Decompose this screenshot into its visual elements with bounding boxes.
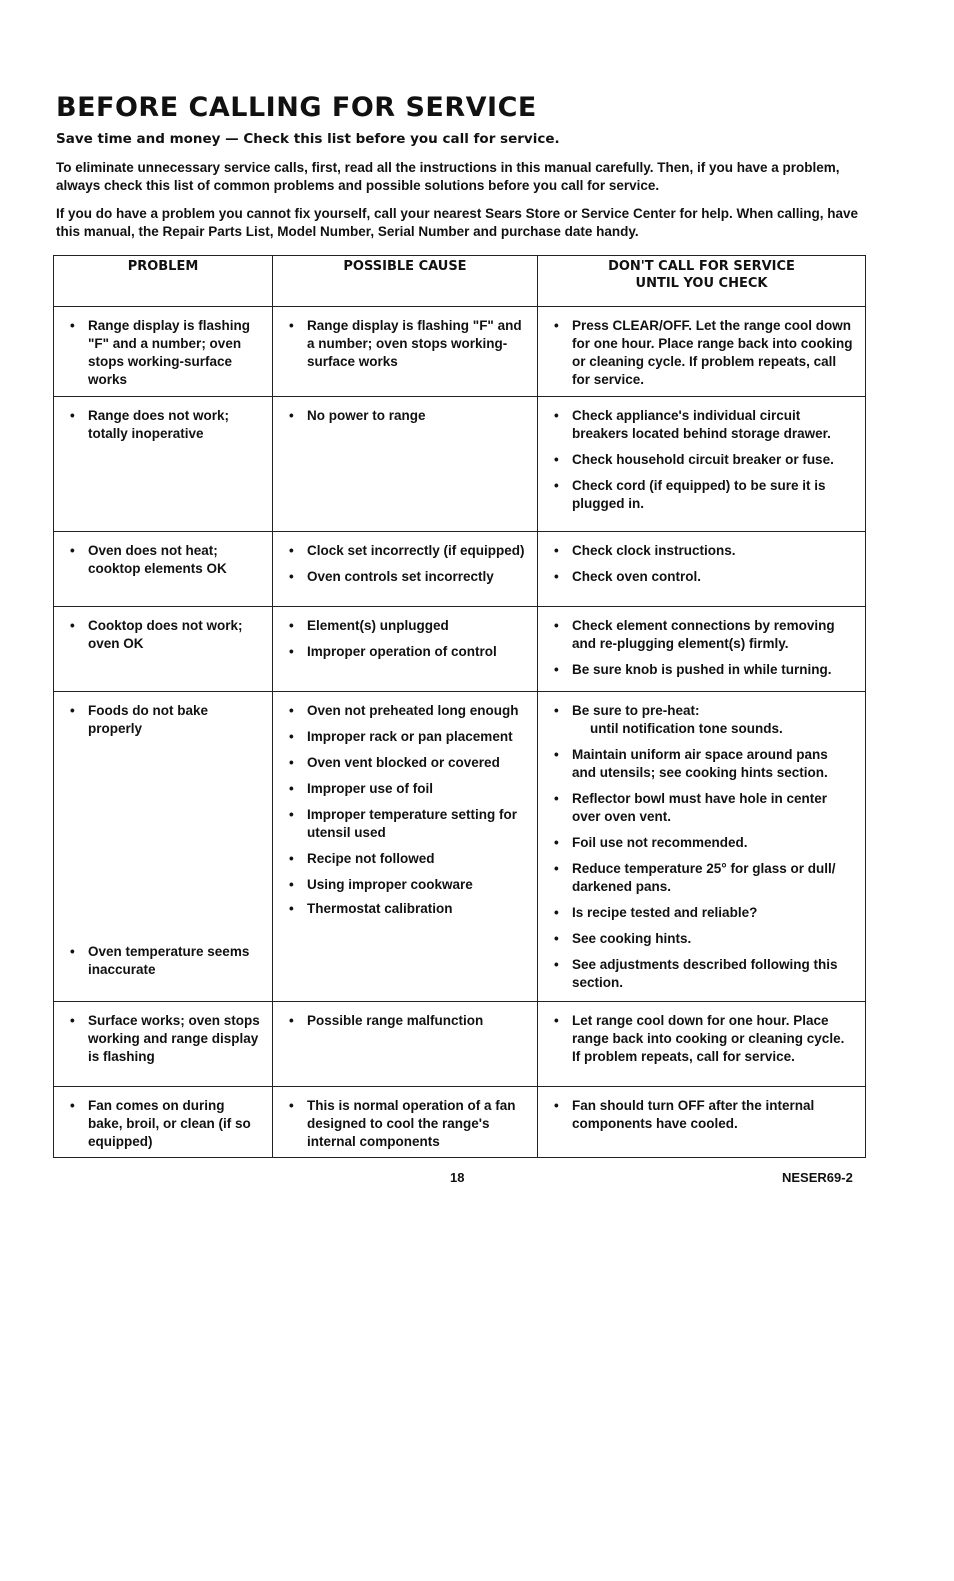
bullet-icon: • (554, 703, 559, 718)
problem-cell (54, 1002, 273, 1087)
cause-item (285, 754, 527, 772)
bullet-icon: • (554, 662, 559, 677)
check-cell (538, 1087, 866, 1158)
cause-cell (273, 532, 538, 607)
check-cell (538, 1002, 866, 1087)
cause-cell (273, 1002, 538, 1087)
bullet-icon: • (70, 1013, 75, 1028)
bullet-icon: • (289, 755, 294, 770)
item-text: Oven not preheated long enough (307, 703, 519, 718)
check-item (550, 834, 855, 852)
bullet-icon: • (554, 861, 559, 876)
bullet-icon: • (289, 703, 294, 718)
problem-item (66, 317, 262, 389)
check-item (550, 746, 855, 782)
cause-item (285, 617, 527, 635)
item-text: Reduce temperature 25° for glass or dull/ darkened pans. (572, 861, 836, 894)
check-item (550, 790, 855, 826)
bullet-icon: • (554, 543, 559, 558)
bullet-icon: • (289, 901, 294, 916)
bullet-icon: • (289, 781, 294, 796)
check-item (550, 568, 855, 586)
item-text: Be sure to pre-heat: until notification tone sounds. (572, 703, 783, 736)
bullet-icon: • (289, 543, 294, 558)
problem-cell (54, 692, 273, 1002)
bullet-icon: • (554, 747, 559, 762)
check-item (550, 1012, 855, 1066)
cause-item (285, 1012, 527, 1030)
problem-cell (54, 607, 273, 692)
column-header-check-label: DON'T CALL FOR SERVICE UNTIL YOU CHECK (608, 259, 795, 291)
bullet-icon: • (289, 569, 294, 584)
problem-item (66, 617, 262, 653)
check-cell (538, 532, 866, 607)
column-header-cause: POSSIBLE CAUSE (273, 256, 538, 307)
bullet-icon: • (554, 318, 559, 333)
bullet-icon: • (554, 1013, 559, 1028)
check-cell (538, 397, 866, 532)
item-text: Check clock instructions. (572, 543, 736, 558)
cause-item (285, 407, 527, 425)
check-item (550, 702, 855, 738)
bullet-icon: • (554, 931, 559, 946)
bullet-icon: • (554, 791, 559, 806)
table-row (54, 397, 866, 532)
bullet-icon: • (554, 957, 559, 972)
check-cell (538, 692, 866, 1002)
item-text: Using improper cookware (307, 877, 473, 892)
cause-cell (273, 397, 538, 532)
bullet-icon: • (70, 944, 75, 959)
item-text: Check oven control. (572, 569, 702, 584)
cause-item (285, 780, 527, 798)
item-text: Fan should turn OFF after the internal components have cooled. (572, 1098, 815, 1131)
table-row (54, 532, 866, 607)
check-item (550, 956, 855, 992)
item-text: Range display is flashing "F" and a number; oven stops working-surface works (307, 318, 522, 369)
bullet-icon: • (289, 807, 294, 822)
bullet-icon: • (289, 644, 294, 659)
cause-item (285, 542, 527, 560)
item-text: Possible range malfunction (307, 1013, 484, 1028)
check-item (550, 317, 855, 389)
item-text: Improper operation of control (307, 644, 497, 659)
bullet-icon: • (289, 408, 294, 423)
item-text: Check household circuit breaker or fuse. (572, 452, 834, 467)
bullet-icon: • (554, 478, 559, 493)
table-row (54, 607, 866, 692)
item-text: Clock set incorrectly (if equipped) (307, 543, 525, 558)
item-text: No power to range (307, 408, 426, 423)
cause-item (285, 806, 527, 842)
bullet-icon: • (289, 877, 294, 892)
bullet-icon: • (70, 618, 75, 633)
column-header-check (538, 256, 866, 307)
table-row (54, 1002, 866, 1087)
check-item (550, 451, 855, 469)
item-text: Fan comes on during bake, broil, or clean (if so equipped) (88, 1098, 251, 1149)
problem-cell (54, 397, 273, 532)
cause-item (285, 1097, 527, 1151)
table-row (54, 692, 866, 1002)
check-cell (538, 607, 866, 692)
item-text: See cooking hints. (572, 931, 692, 946)
item-text: This is normal operation of a fan designed to cool the range's internal components (307, 1098, 516, 1149)
cause-cell (273, 1087, 538, 1158)
item-text: Recipe not followed (307, 851, 435, 866)
item-text: Surface works; oven stops working and range display is flashing (88, 1013, 260, 1064)
check-item (550, 477, 855, 513)
cause-cell (273, 607, 538, 692)
cause-item (285, 728, 527, 746)
problem-item (66, 1097, 262, 1151)
cause-item (285, 643, 527, 661)
item-text: Check element connections by removing and re-plugging element(s) firmly. (572, 618, 835, 651)
check-item (550, 407, 855, 443)
bullet-icon: • (554, 569, 559, 584)
item-text: Check appliance's individual circuit breakers located behind storage drawer. (572, 408, 831, 441)
table-header-row (54, 256, 866, 307)
check-item (550, 661, 855, 679)
item-text: Range does not work; totally inoperative (88, 408, 230, 441)
problem-item (66, 407, 262, 443)
intro-paragraph: To eliminate unnecessary service calls, first, read all the instructions in this manual carefully. Then, if you have a problem, always check this list of common problems and possible solutions before you call for service. (56, 160, 840, 193)
item-text: Range display is flashing "F" and a number; oven stops working-surface works (88, 318, 251, 387)
check-item (550, 617, 855, 653)
cause-item (285, 702, 527, 720)
item-text: Oven temperature seems inaccurate (88, 944, 250, 977)
problem-cell (54, 1087, 273, 1158)
page-number: 18 (450, 1170, 465, 1185)
subtitle: Save time and money — Check this list before you call for service. (56, 131, 560, 147)
cause-item (285, 850, 527, 868)
table-row (54, 307, 866, 397)
item-text: See adjustments described following this section. (572, 957, 838, 990)
item-text: Thermostat calibration (307, 901, 453, 916)
item-text: Press CLEAR/OFF. Let the range cool down for one hour. Place range back into cooking or cleaning cycle. If problem repeats, call for service. (572, 318, 853, 387)
cause-cell (273, 307, 538, 397)
cause-item (285, 876, 527, 894)
bullet-icon: • (70, 543, 75, 558)
bullet-icon: • (554, 835, 559, 850)
problem-cell (54, 307, 273, 397)
table-body (54, 307, 866, 1158)
page-title: BEFORE CALLING FOR SERVICE (56, 92, 537, 123)
item-text: Oven controls set incorrectly (307, 569, 494, 584)
item-text: Foods do not bake properly (88, 703, 208, 736)
intro-paragraph: If you do have a problem you cannot fix yourself, call your nearest Sears Store or Service Center for help. When calling, have this manual, the Repair Parts List, Model Number, Serial Number and purchase date handy. (56, 206, 858, 239)
item-text: Is recipe tested and reliable? (572, 905, 758, 920)
item-text: Reflector bowl must have hole in center over oven vent. (572, 791, 828, 824)
bullet-icon: • (289, 729, 294, 744)
bullet-icon: • (554, 1098, 559, 1113)
bullet-icon: • (289, 851, 294, 866)
item-text: Element(s) unplugged (307, 618, 449, 633)
table-row (54, 1087, 866, 1158)
cause-cell (273, 692, 538, 1002)
check-item (550, 904, 855, 922)
column-header-problem: PROBLEM (54, 256, 273, 307)
check-item (550, 1097, 855, 1133)
item-text: Maintain uniform air space around pans and utensils; see cooking hints section. (572, 747, 828, 780)
bullet-icon: • (289, 1098, 294, 1113)
problem-cell (54, 532, 273, 607)
check-cell (538, 307, 866, 397)
bullet-icon: • (289, 1013, 294, 1028)
item-text: Improper temperature setting for utensil used (307, 807, 518, 840)
bullet-icon: • (554, 452, 559, 467)
item-text: Improper rack or pan placement (307, 729, 513, 744)
item-text: Cooktop does not work; oven OK (88, 618, 243, 651)
problem-item (66, 943, 262, 979)
bullet-icon: • (289, 618, 294, 633)
check-item (550, 860, 855, 896)
item-text: Improper use of foil (307, 781, 434, 796)
item-text: Be sure knob is pushed in while turning. (572, 662, 832, 677)
bullet-icon: • (289, 318, 294, 333)
cause-item (285, 900, 527, 918)
bullet-icon: • (70, 703, 75, 718)
check-item (550, 930, 855, 948)
bullet-icon: • (554, 408, 559, 423)
check-item (550, 542, 855, 560)
bullet-icon: • (554, 905, 559, 920)
troubleshooting-table (53, 255, 866, 1158)
item-text: Foil use not recommended. (572, 835, 748, 850)
cause-item (285, 568, 527, 586)
item-text: Oven vent blocked or covered (307, 755, 500, 770)
item-text: Oven does not heat; cooktop elements OK (88, 543, 227, 576)
bullet-icon: • (70, 318, 75, 333)
item-text: Check cord (if equipped) to be sure it is plugged in. (572, 478, 826, 511)
bullet-icon: • (554, 618, 559, 633)
document-code: NESER69-2 (782, 1170, 853, 1185)
problem-item (66, 542, 262, 578)
problem-item (66, 1012, 262, 1066)
cause-item (285, 317, 527, 371)
bullet-icon: • (70, 408, 75, 423)
bullet-icon: • (70, 1098, 75, 1113)
item-text: Let range cool down for one hour. Place range back into cooking or cleaning cycle. If problem repeats, call for service. (572, 1013, 845, 1064)
problem-item (66, 702, 262, 738)
